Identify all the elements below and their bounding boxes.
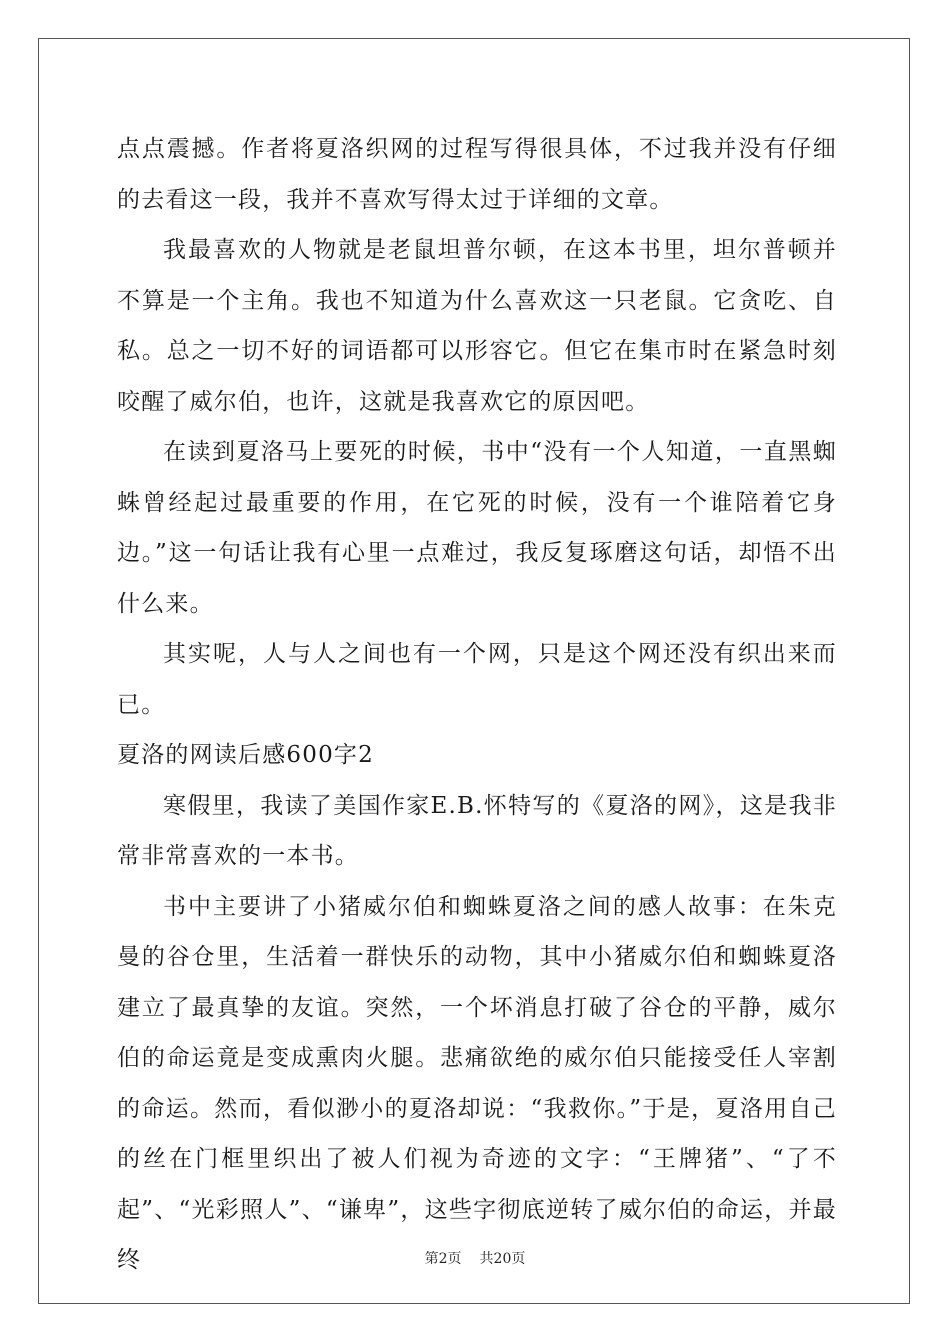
paragraph-continuation: 点点震撼。作者将夏洛织网的过程写得很具体，不过我并没有仔细的去看这一段，我并不喜欢写得太过于详细的文章。 [117,136,837,213]
page-number: 第2页 [424,1251,462,1267]
section-heading: 夏洛的网读后感600字2 [117,742,374,768]
paragraph-winter-break: 寒假里，我读了美国作家E.B.怀特写的《夏洛的网》，这是我非常非常喜欢的一本书。 [117,792,837,869]
paragraph-human-web: 其实呢，人与人之间也有一个网，只是这个网还没有织出来而已。 [117,641,837,718]
paragraph-story-summary: 书中主要讲了小猪威尔伯和蜘蛛夏洛之间的感人故事：在朱克曼的谷仓里，生活着一群快乐的动物，其中小猪威尔伯和蜘蛛夏洛建立了最真挚的友谊。突然，一个坏消息打破了谷仓的平静，威尔伯的命运竟是变成熏肉火腿。悲痛欲绝的威尔伯只能接受任人宰割的命运。然而，看似渺小的夏洛却说：“我救你。”于是，夏洛用自己的丝在门框里织出了被人们视为奇迹的文字：“王牌猪”、“了不起”、“光彩照人”、“谦卑”，这些字彻底逆转了威尔伯的命运，并最终 [117,893,837,1273]
paragraph-templeton: 我最喜欢的人物就是老鼠坦普尔顿，在这本书里，坦尔普顿并不算是一个主角。我也不知道为什么喜欢这一只老鼠。它贪吃、自私。总之一切不好的词语都可以形容它。但它在集市时在紧急时刻咬醒了威尔伯，也许，这就是我喜欢它的原因吧。 [117,237,837,415]
page-footer [0,1248,950,1268]
document-body [117,124,837,1286]
page-total: 共20页 [479,1251,526,1267]
paragraph-charlotte-death: 在读到夏洛马上要死的时候，书中“没有一个人知道，一直黑蜘蛛曾经起过最重要的作用，在它死的时候，没有一个谁陪着它身边。”这一句话让我有心里一点难过，我反复琢磨这句话，却悟不出什么来。 [117,439,837,617]
